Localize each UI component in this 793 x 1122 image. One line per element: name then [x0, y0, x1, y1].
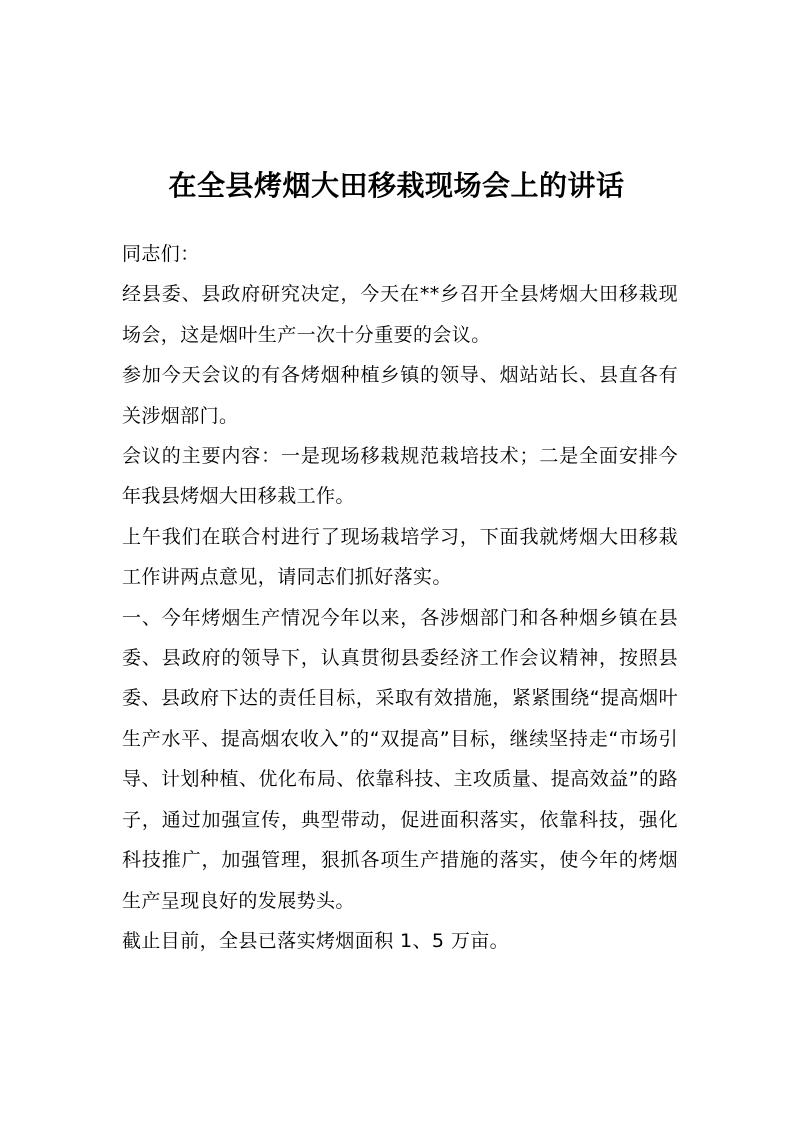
paragraph-meeting-content: 会议的主要内容：一是现场移栽规范栽培技术；二是全面安排今年我县烤烟大田移栽工作。: [122, 445, 678, 508]
paragraph-meeting-decision: 经县委、县政府研究决定，今天在**乡召开全县烤烟大田移栽现场会，这是烟叶生产一次十分重要的会议。: [122, 283, 678, 346]
document-title: 在全县烤烟大田移栽现场会上的讲话: [168, 169, 625, 202]
paragraph-section-one: 一、今年烤烟生产情况今年以来，各涉烟部门和各种烟乡镇在县委、县政府的领导下，认真贯彻县委经济工作会议精神，按照县委、县政府下达的责任目标，采取有效措施，紧紧围绕“提高烟叶生产水平、提高烟农收入”的“双提高”目标，继续坚持走“市场引导、计划种植、优化布局、依靠科技、主攻质量、提高效益”的路子，通过加强宣传，典型带动，促进面积落实，依靠科技，强化科技推广，加强管理，狠抓各项生产措施的落实，使今年的烤烟生产呈现良好的发展势头。: [122, 606, 678, 912]
paragraph-area-status: 截止目前，全县已落实烤烟面积 1、5 万亩。: [122, 929, 510, 952]
document-body: [122, 234, 678, 961]
paragraph-salutation: 同志们：: [122, 243, 200, 265]
paragraph-morning-study: 上午我们在联合村进行了现场栽培学习，下面我就烤烟大田移栽工作讲两点意见，请同志们抓好落实。: [122, 525, 678, 589]
paragraph-attendees: 参加今天会议的有各烤烟种植乡镇的领导、烟站站长、县直各有关涉烟部门。: [122, 364, 678, 427]
